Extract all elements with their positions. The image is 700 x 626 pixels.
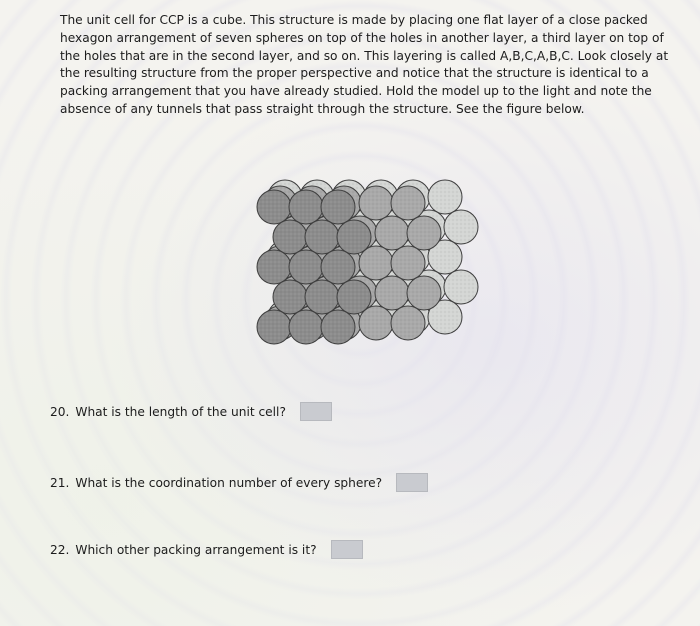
sphere-texture [376, 277, 408, 309]
sphere-texture [445, 211, 477, 243]
ccp-packing-figure [240, 175, 480, 350]
sphere-texture [392, 307, 424, 339]
sphere-texture [322, 251, 354, 283]
intro-line: the holes that are in the second layer, and so on. This layering is called A,B,C,A,B,C. Look closely at [60, 48, 669, 63]
sphere-texture [360, 187, 392, 219]
sphere-texture [408, 277, 440, 309]
question-22 [50, 540, 363, 559]
sphere-texture [392, 247, 424, 279]
question-number: 22. [50, 542, 70, 557]
intro-line: The unit cell for CCP is a cube. This structure is made by placing one flat layer of a close packed [60, 13, 648, 27]
question-text: What is the length of the unit cell? [75, 404, 286, 419]
question-text: Which other packing arrangement is it? [75, 542, 317, 557]
sphere-texture [274, 281, 306, 313]
question-20 [50, 402, 332, 421]
intro-line: packing arrangement that you have already studied. Hold the model up to the light and note the [60, 84, 652, 99]
answer-field[interactable] [396, 473, 428, 492]
question-number: 21. [50, 475, 70, 490]
answer-field[interactable] [300, 402, 332, 421]
sphere-texture [258, 251, 290, 283]
sphere-texture [445, 271, 477, 303]
sphere-texture [338, 281, 370, 313]
intro-line: the resulting structure from the proper perspective and notice that the structure is identical to a [60, 66, 649, 81]
sphere-texture [258, 311, 290, 343]
sphere-texture [360, 307, 392, 339]
sphere-texture [306, 221, 338, 253]
sphere-texture [290, 251, 322, 283]
intro-line: hexagon arrangement of seven spheres on top of the holes in another layer, a third layer on top of [60, 30, 664, 45]
sphere-texture [290, 311, 322, 343]
intro-paragraph [60, 12, 669, 119]
sphere-texture [376, 217, 408, 249]
question-number: 20. [50, 404, 70, 419]
sphere-texture [429, 181, 461, 213]
question-21 [50, 473, 428, 492]
answer-field[interactable] [331, 540, 363, 559]
sphere-texture [258, 191, 290, 223]
sphere-texture [274, 221, 306, 253]
sphere-texture [306, 281, 338, 313]
sphere-texture [360, 247, 392, 279]
sphere-texture [322, 311, 354, 343]
sphere-texture [290, 191, 322, 223]
sphere-texture [322, 191, 354, 223]
question-text: What is the coordination number of every sphere? [75, 475, 383, 490]
intro-line: absence of any tunnels that pass straight through the structure. See the figure below. [60, 101, 585, 116]
sphere-texture [338, 221, 370, 253]
sphere-texture [408, 217, 440, 249]
sphere-texture [392, 187, 424, 219]
